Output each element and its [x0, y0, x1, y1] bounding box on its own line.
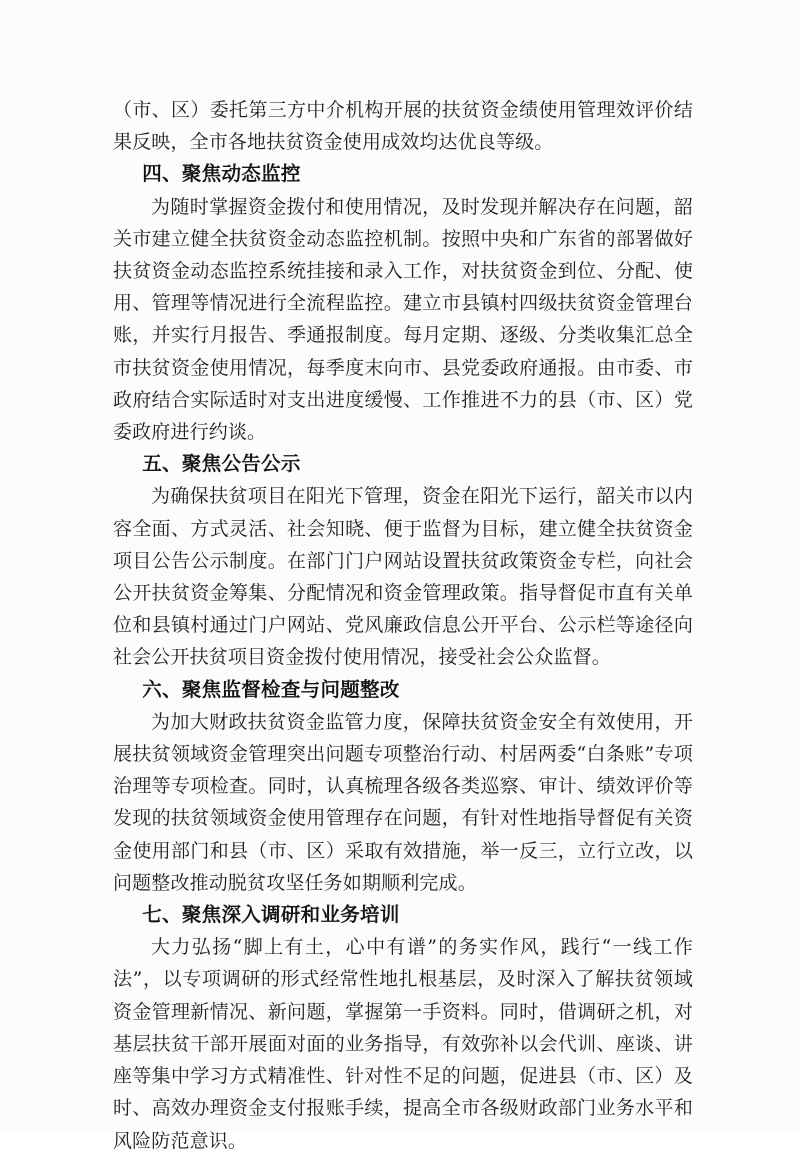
section-heading-public-announcement: 五、聚焦公告公示	[142, 452, 301, 476]
section-paragraph-supervision-rectification: 为加大财政扶贫资金监管力度，保障扶贫资金安全有效使用，开展扶贫领域资金管理突出问题专项整治行动、村居两委“白条账”专项治理等专项检查。同时，认真梳理各级各类巡察、审计、绩效评价等发现的扶贫领域资金使用管理存在问题，有针对性地指导督促有关资金使用部门和县（市、区）采取有效措施，举一反三，立行立改，以问题整改推动脱贫攻坚任务如期顺利完成。	[113, 710, 693, 894]
intro-continuation-paragraph: （市、区）委托第三方中介机构开展的扶贫资金绩使用管理效评价结果反映，全市各地扶贫资金使用成效均达优良等级。	[113, 99, 693, 154]
section-paragraph-dynamic-monitoring: 为随时掌握资金拨付和使用情况，及时发现并解决存在问题，韶关市建立健全扶贫资金动态监控机制。按照中央和广东省的部署做好扶贫资金动态监控系统挂接和录入工作，对扶贫资金到位、分配、使用、管理等情况进行全流程监控。建立市县镇村四级扶贫资金管理台账，并实行月报告、季通报制度。每月定期、逐级、分类收集汇总全市扶贫资金使用情况，每季度末向市、县党委政府通报。由市委、市政府结合实际适时对支出进度缓慢、工作推进不力的县（市、区）党委政府进行约谈。	[113, 195, 693, 444]
section-paragraph-public-announcement: 为确保扶贫项目在阳光下管理，资金在阳光下运行，韶关市以内容全面、方式灵活、社会知晓、便于监督为目标，建立健全扶贫资金项目公告公示制度。在部门门户网站设置扶贫政策资金专栏，向社会公开扶贫资金筹集、分配情况和资金管理政策。指导督促市直有关单位和县镇村通过门户网站、党风廉政信息公开平台、公示栏等途径向社会公开扶贫项目资金拨付使用情况，接受社会公众监督。	[113, 485, 693, 669]
section-paragraph-research-training: 大力弘扬“脚上有土，心中有谱”的务实作风，践行“一线工作法”，以专项调研的形式经常性地扎根基层，及时深入了解扶贫领域资金管理新情况、新问题，掌握第一手资料。同时，借调研之机，对基层扶贫干部开展面对面的业务指导，有效弥补以会代训、座谈、讲座等集中学习方式精准性、针对性不足的问题，促进县（市、区）及时、高效办理资金支付报账手续，提高全市各级财政部门业务水平和风险防范意识。	[113, 936, 693, 1152]
section-heading-supervision-rectification: 六、聚焦监督检查与问题整改	[142, 677, 400, 701]
section-heading-dynamic-monitoring: 四、聚焦动态监控	[142, 162, 301, 186]
section-heading-research-training: 七、聚焦深入调研和业务培训	[142, 903, 400, 927]
document-body	[113, 94, 693, 1157]
